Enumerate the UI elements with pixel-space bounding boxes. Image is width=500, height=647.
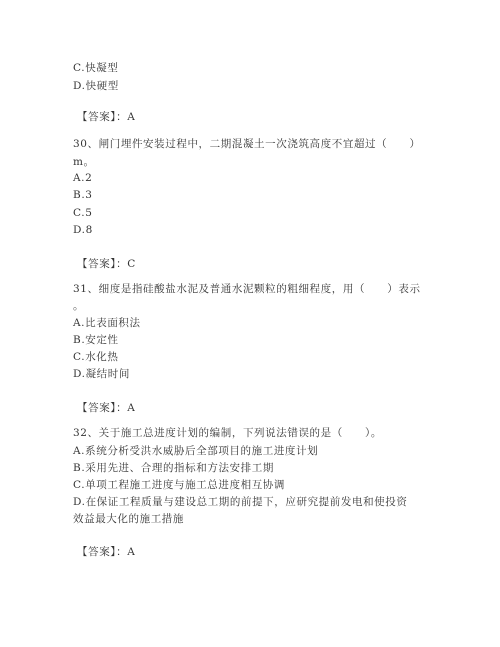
q32-option-b: B.采用先进、合理的指标和方法安排工期: [73, 462, 274, 474]
q31-stem: 31、细度是指硅酸盐水泥及普通水泥颗粒的粗细程度，用（ ）表示: [73, 283, 421, 295]
q30-answer: 【答案】：C: [77, 258, 136, 270]
q31-answer: 【答案】：A: [77, 402, 136, 414]
q32-option-a: A.系统分析受洪水威胁后全部项目的施工进度计划: [73, 445, 319, 457]
q32-stem: 32、关于施工总进度计划的编制，下列说法错误的是（ ）。: [73, 427, 383, 439]
q32-option-d-continued: 效益最大化的施工措施: [73, 513, 184, 525]
q30-stem-continued: m。: [73, 156, 95, 168]
q30-stem: 30、闸门埋件安装过程中，二期混凝土一次浇筑高度不宜超过（ ）: [73, 138, 421, 150]
q29-option-d: D.快硬型: [73, 80, 119, 92]
q29-answer: 【答案】：A: [77, 111, 136, 123]
q30-option-b: B.3: [73, 189, 93, 201]
q31-option-c: C.水化热: [73, 351, 119, 363]
q32-answer: 【答案】：A: [77, 546, 136, 558]
q30-option-a: A.2: [73, 172, 93, 184]
q30-option-c: C.5: [73, 207, 93, 219]
q29-option-c: C.快凝型: [73, 62, 119, 74]
q31-stem-continued: 。: [73, 300, 85, 312]
q31-option-a: A.比表面积法: [73, 317, 141, 329]
q32-option-c: C.单项工程施工进度与施工总进度相互协调: [73, 479, 285, 491]
q31-option-d: D.凝结时间: [73, 368, 130, 380]
q30-option-d: D.8: [73, 224, 93, 236]
q32-option-d: D.在保证工程质量与建设总工期的前提下，应研究提前发电和使投资: [73, 496, 408, 508]
q31-option-b: B.安定性: [73, 334, 119, 346]
